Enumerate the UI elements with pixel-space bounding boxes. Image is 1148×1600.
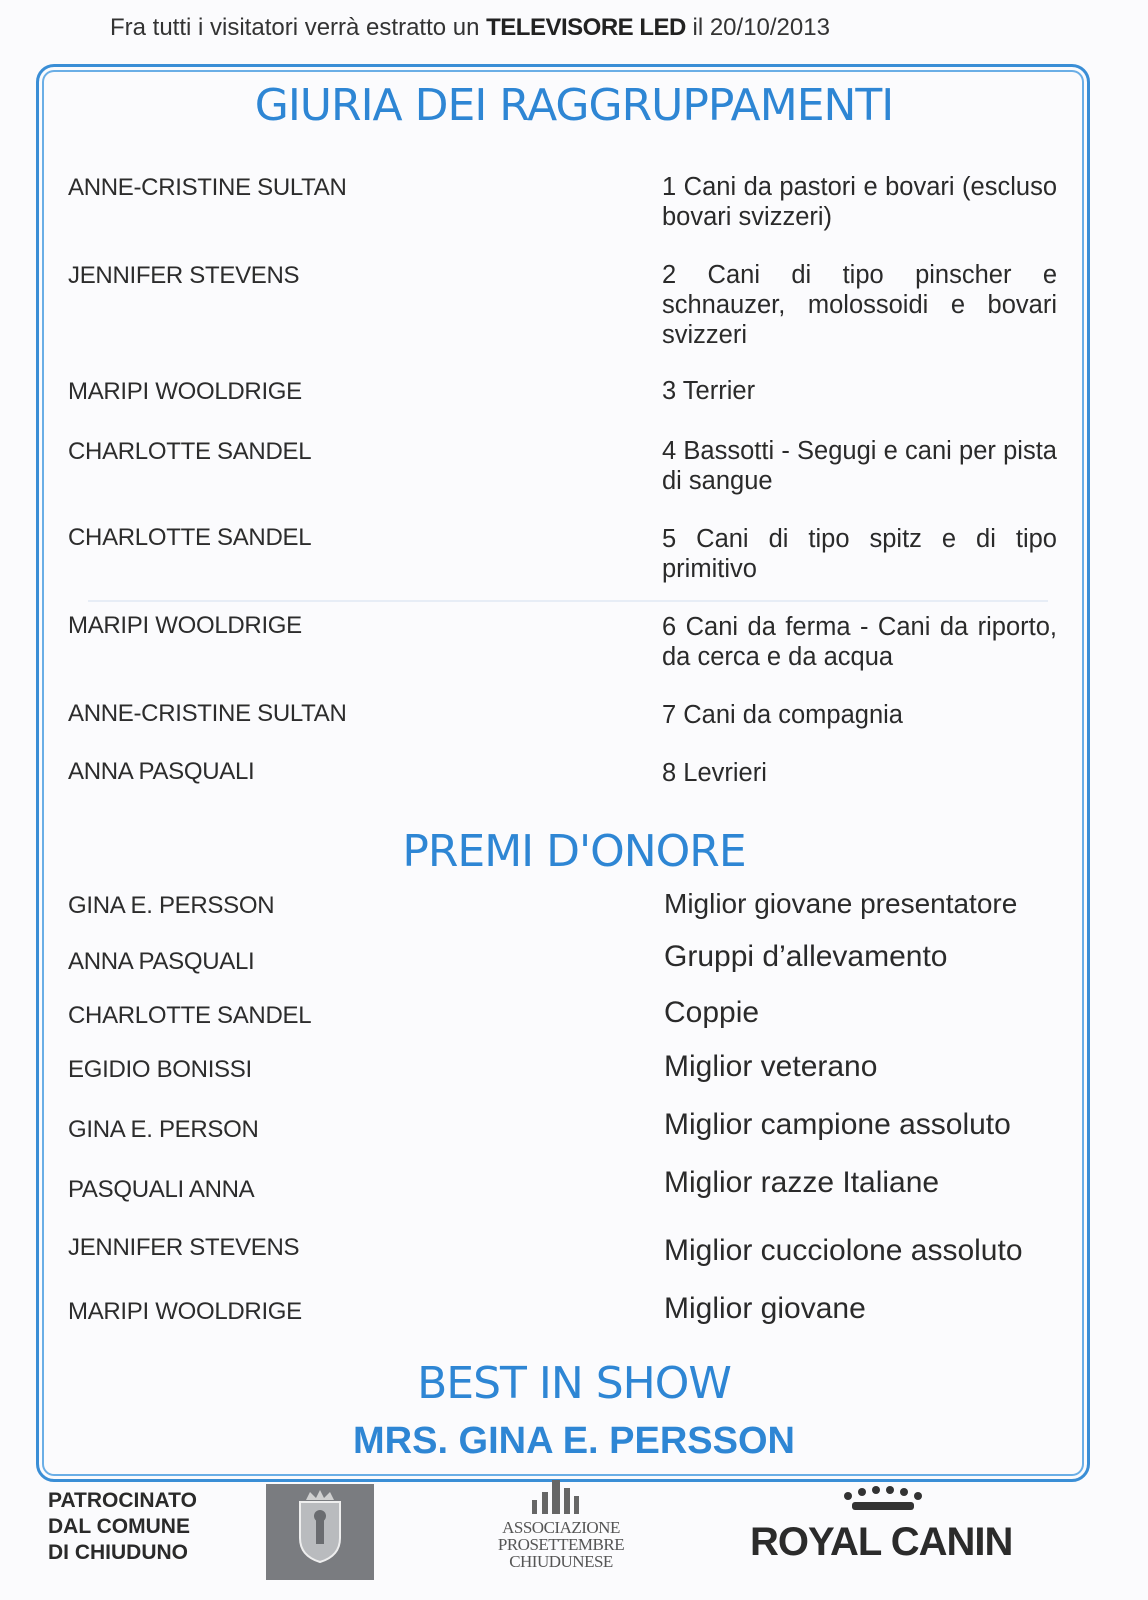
judge-name: MARIPI WOOLDRIGE <box>68 378 302 405</box>
association-line: PROSETTEMBRE <box>497 1535 625 1554</box>
group-name: 2 Cani di tipo pinscher e schnauzer, molossoidi e bovari svizzeri <box>662 261 1057 349</box>
premi-title: PREMI D'ONORE <box>402 826 746 877</box>
association-line: ASSOCIAZIONE <box>502 1518 620 1537</box>
crown-icon <box>836 1486 956 1520</box>
raffle-note-suffix: il 20/10/2013 <box>685 14 830 41</box>
raffle-note <box>110 14 1010 42</box>
prize-name: Miglior cucciolone assoluto <box>664 1234 1023 1267</box>
group-name: 1 Cani da pastori e bovari (escluso bovari svizzeri) <box>662 173 1057 231</box>
prize-name: Gruppi d’allevamento <box>664 940 948 973</box>
prize-name: Miglior giovane presentatore <box>664 888 1018 919</box>
group-name: 4 Bassotti - Segugi e cani per pista di sangue <box>662 437 1057 495</box>
association-tower-icon <box>486 1480 636 1514</box>
group-name: 6 Cani da ferma - Cani da riporto, da cerca e da acqua <box>662 613 1057 671</box>
prize-name: Miglior giovane <box>664 1292 866 1325</box>
best-in-show-winner: MRS. GINA E. PERSSON <box>353 1420 795 1462</box>
patronage-line: DI CHIUDUNO <box>48 1541 188 1564</box>
group-name: 3 Terrier <box>662 377 756 405</box>
judge-name: ANNE-CRISTINE SULTAN <box>68 174 347 201</box>
prize-name: Miglior razze Italiane <box>664 1166 940 1199</box>
association-line: CHIUDUNESE <box>509 1552 613 1571</box>
judge-name: MARIPI WOOLDRIGE <box>68 612 302 639</box>
judge-name: ANNA PASQUALI <box>68 758 255 785</box>
judge-name: JENNIFER STEVENS <box>68 262 300 289</box>
group-name: 5 Cani di tipo spitz e di tipo primitivo <box>662 525 1057 583</box>
patronage-text <box>48 1488 248 1566</box>
judge-name: CHARLOTTE SANDEL <box>68 524 312 551</box>
sponsor-name: ROYAL CANIN <box>750 1520 1013 1564</box>
prize-name: Miglior campione assoluto <box>664 1108 1011 1141</box>
judge-name: GINA E. PERSSON <box>68 892 275 919</box>
raffle-note-prefix: Fra tutti i visitatori verrà estratto un <box>110 14 487 41</box>
best-in-show-title: BEST IN SHOW <box>417 1358 731 1409</box>
prize-name: Coppie <box>664 996 760 1029</box>
judge-name: EGIDIO BONISSI <box>68 1056 252 1083</box>
prize-name: Miglior veterano <box>664 1050 878 1083</box>
municipality-crest-icon <box>266 1484 374 1580</box>
section-divider <box>88 600 1048 602</box>
patronage-line: DAL COMUNE <box>48 1515 190 1538</box>
judge-name: ANNE-CRISTINE SULTAN <box>68 700 347 727</box>
patronage-line: PATROCINATO <box>48 1489 197 1512</box>
judge-name: CHARLOTTE SANDEL <box>68 438 312 465</box>
judge-name: MARIPI WOOLDRIGE <box>68 1298 302 1325</box>
group-name: 8 Levrieri <box>662 759 767 787</box>
judge-name: JENNIFER STEVENS <box>68 1234 300 1261</box>
association-logo <box>486 1480 636 1580</box>
judge-name: PASQUALI ANNA <box>68 1176 255 1203</box>
judge-name: ANNA PASQUALI <box>68 948 255 975</box>
giuria-title: GIURIA DEI RAGGRUPPAMENTI <box>254 80 894 131</box>
royal-canin-logo <box>750 1486 1050 1576</box>
group-name: 7 Cani da compagnia <box>662 701 903 729</box>
judge-name: GINA E. PERSON <box>68 1116 259 1143</box>
judge-name: CHARLOTTE SANDEL <box>68 1002 312 1029</box>
raffle-prize: TELEVISORE LED <box>486 14 686 41</box>
